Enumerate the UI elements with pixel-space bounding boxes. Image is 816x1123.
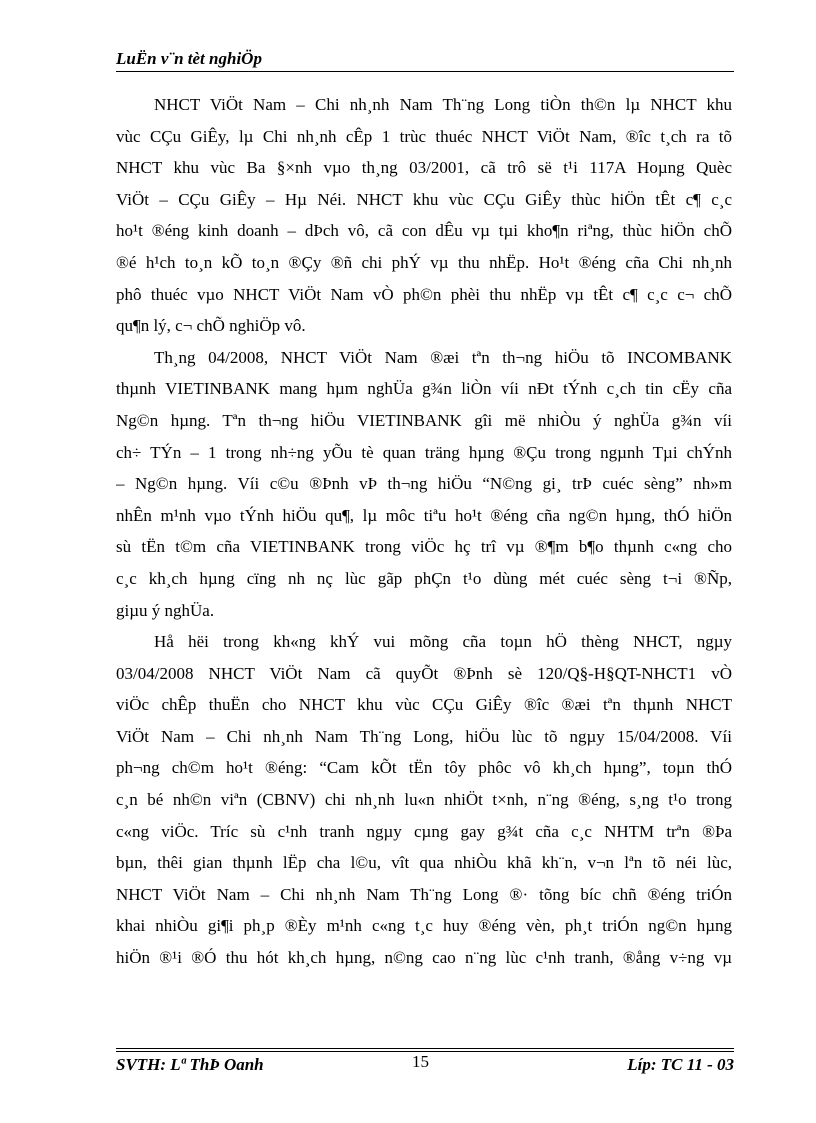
text-line: thµnh VIETINBANK mang hµm nghÜa g¾n liÒn víi nÐt tÝnh c¸ch tin cËy cña <box>116 379 732 399</box>
footer-divider-top <box>116 1048 734 1049</box>
header-divider <box>116 71 734 72</box>
text-line: 03/04/2008 NHCT ViÖt Nam cã quyÕt ®Þnh sè 120/Q§-H§QT-NHCT1 vÒ <box>116 663 732 683</box>
text-line: c¸n bé nh©n viªn (CBNV) chi nh¸nh lu«n nhiÖt t×nh, n¨ng ®éng, s¸ng t¹o trong <box>116 790 732 810</box>
text-line: c¸c kh¸ch hµng cïng nh nç lùc gãp phÇn t¹o dùng mét cuéc sèng t¬i ®Ñp, <box>116 568 732 588</box>
text-line: NHCT ViÖt Nam – Chi nh¸nh Nam Th¨ng Long tiÒn th©n lµ NHCT khu <box>154 95 732 114</box>
footer-class-label: Líp: TC 11 - 03 <box>627 1055 734 1074</box>
text-line: sù tËn t©m cña VIETINBANK trong viÖc hç trî vµ ®¶m b¶o thµnh c«ng cho <box>116 537 732 557</box>
text-line: ViÖt – CÇu GiÊy – Hµ Néi. NHCT khu vùc CÇu GiÊy thùc hiÖn tÊt c¶ c¸c <box>116 189 732 209</box>
text-line: – Ng©n hµng. Víi c©u ®Þnh vÞ th¬ng hiÖu “N©ng gi¸ trÞ cuéc sèng” nh»m <box>116 474 732 494</box>
page-number: 15 <box>412 1052 429 1071</box>
text-line: ViÖt Nam – Chi nh¸nh Nam Th¨ng Long, hiÖu lùc tõ ngµy 15/04/2008. Víi <box>116 726 732 746</box>
text-line: ®é h¹ch to¸n kÕ to¸n ®Çy ®ñ chi phÝ vµ thu nhËp. Ho¹t ®éng cña Chi nh¸nh <box>116 252 732 272</box>
text-line: c«ng viÖc. Tríc sù c¹nh tranh ngµy cµng gay g¾t cña c¸c NHTM trªn ®Þa <box>116 821 732 841</box>
text-line: vùc CÇu GiÊy, lµ Chi nh¸nh cÊp 1 trùc thuéc NHCT ViÖt Nam, ®îc t¸ch ra tõ <box>116 126 732 146</box>
document-header-title: LuËn v¨n tèt nghiÖp <box>116 49 262 68</box>
text-line: viÖc chÊp thuËn cho NHCT khu vùc CÇu GiÊy ®îc ®æi tªn thµnh NHCT <box>116 695 732 715</box>
paragraph-3 <box>116 626 732 974</box>
text-line: Hå hëi trong kh«ng khÝ vui mõng cña toµn hÖ thèng NHCT, ngµy <box>154 632 732 652</box>
text-line: NHCT ViÖt Nam – Chi nh¸nh Nam Th¨ng Long ®· tõng bíc chñ ®éng triÓn <box>116 884 732 904</box>
text-line: hiÖn ®¹i ®Ó thu hót kh¸ch hµng, n©ng cao n¨ng lùc c¹nh tranh, ®ång v÷ng vµ <box>116 948 732 968</box>
text-line: bµn, thêi gian thµnh lËp cha l©u, vît qua nhiÒu khã kh¨n, v¬n lªn tõ néi lùc, <box>116 853 732 873</box>
text-line: khai nhiÒu gi¶i ph¸p ®Èy m¹nh c«ng t¸c huy ®éng vèn, ph¸t triÓn ng©n hµng <box>116 916 732 936</box>
text-line: NHCT khu vùc Ba §×nh vµo th¸ng 03/2001, cã trô së t¹i 117A Hoµng Quèc <box>116 158 732 178</box>
text-line: phô thuéc vµo NHCT ViÖt Nam vÒ ph©n phèi thu nhËp vµ tÊt c¶ c¸c c¬ chÕ <box>116 284 732 304</box>
text-line: nhÊn m¹nh vµo tÝnh hiÖu qu¶, lµ môc tiªu ho¹t ®éng cña ng©n hµng, thÓ hiÖn <box>116 505 732 525</box>
text-line: ho¹t ®éng kinh doanh – dÞch vô, cã con dÊu vµ tµi kho¶n riªng, thùc hiÖn chÕ <box>116 221 732 241</box>
text-line: Ng©n hµng. Tªn th¬ng hiÖu VIETINBANK gîi më nhiÒu ý nghÜa g¾n víi <box>116 410 732 430</box>
text-line: ch÷ TÝn – 1 trong nh÷ng yÕu tè quan träng hµng ®Çu trong ngµnh Tµi chÝnh <box>116 442 732 462</box>
text-line: qu¶n lý, c¬ chÕ nghiÖp vô. <box>116 316 306 336</box>
paragraph-2 <box>116 342 732 626</box>
paragraph-1 <box>116 89 732 342</box>
footer-author: SVTH: Lª ThÞ Oanh <box>116 1055 264 1074</box>
text-line: ph¬ng ch©m ho¹t ®éng: “Cam kÕt tËn tôy phôc vô kh¸ch hµng”, toµn thÓ <box>116 758 732 778</box>
text-line: giµu ý nghÜa. <box>116 600 215 620</box>
text-line: Th¸ng 04/2008, NHCT ViÖt Nam ®æi tªn th¬ng hiÖu tõ INCOMBANK <box>154 347 732 367</box>
document-body <box>116 89 732 974</box>
